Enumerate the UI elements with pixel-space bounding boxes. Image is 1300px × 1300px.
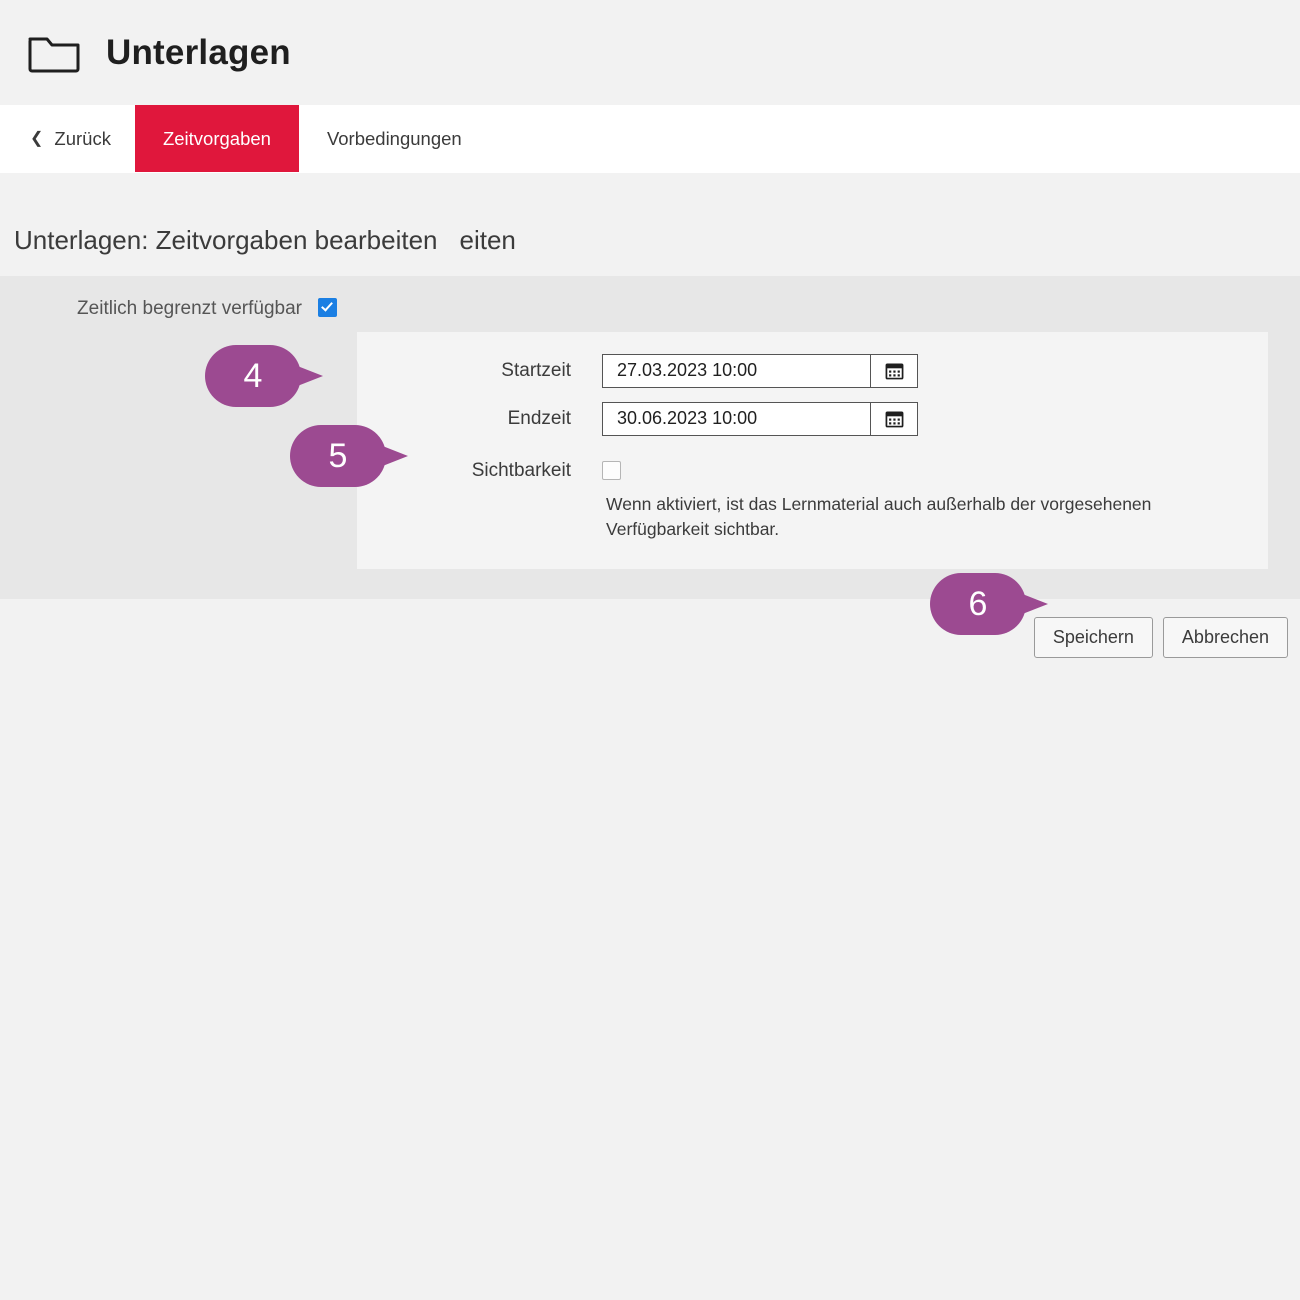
section-heading: Unterlagen: Zeitvorgaben bearbeiten xyxy=(14,225,438,255)
availability-row xyxy=(0,298,1300,321)
availability-checkbox[interactable] xyxy=(318,298,337,317)
end-time-group xyxy=(602,402,918,436)
end-time-label: Endzeit xyxy=(507,407,571,429)
tab-bar xyxy=(0,105,1300,173)
tab-vorbedingungen-label: Vorbedingungen xyxy=(326,128,462,149)
app-header xyxy=(0,0,1300,105)
time-settings-box xyxy=(357,332,1268,569)
action-row xyxy=(0,599,1300,658)
end-time-row xyxy=(357,402,1268,436)
start-time-input[interactable] xyxy=(603,355,870,387)
end-time-input[interactable] xyxy=(603,403,870,435)
page-title: Unterlagen xyxy=(106,32,291,72)
start-time-group xyxy=(602,354,918,388)
folder-icon xyxy=(28,33,80,73)
tab-vorbedingungen[interactable] xyxy=(299,105,490,173)
tab-back[interactable] xyxy=(0,105,135,173)
start-time-calendar-button[interactable] xyxy=(870,355,917,387)
section-heading-ghost: eiten xyxy=(459,225,516,255)
visibility-row xyxy=(357,460,1268,482)
callout-number: 5 xyxy=(328,436,348,475)
tab-back-label: Zurück xyxy=(54,128,111,149)
start-time-row xyxy=(357,354,1268,388)
tab-zeitvorgaben-label: Zeitvorgaben xyxy=(162,128,271,149)
start-time-label: Startzeit xyxy=(501,359,571,381)
chevron-left-icon: ❮ xyxy=(30,130,44,147)
visibility-help-text: Wenn aktiviert, ist das Lernmaterial auch außerhalb der vorgesehenen Verfügbarkeit sichtbar. xyxy=(606,493,1152,540)
availability-label: Zeitlich begrenzt verfügbar xyxy=(77,298,302,319)
visibility-label: Sichtbarkeit xyxy=(471,459,571,481)
form-panel xyxy=(0,276,1300,599)
callout-number: 6 xyxy=(968,584,988,623)
tab-zeitvorgaben[interactable] xyxy=(135,105,299,173)
section-heading-row xyxy=(0,173,1300,276)
calendar-icon xyxy=(885,409,904,428)
end-time-calendar-button[interactable] xyxy=(870,403,917,435)
callout-number: 4 xyxy=(243,356,263,395)
calendar-icon xyxy=(885,361,904,380)
save-button[interactable]: Speichern xyxy=(1034,617,1153,658)
visibility-checkbox[interactable] xyxy=(602,461,621,480)
content-area xyxy=(0,173,1300,658)
cancel-button[interactable]: Abbrechen xyxy=(1163,617,1288,658)
